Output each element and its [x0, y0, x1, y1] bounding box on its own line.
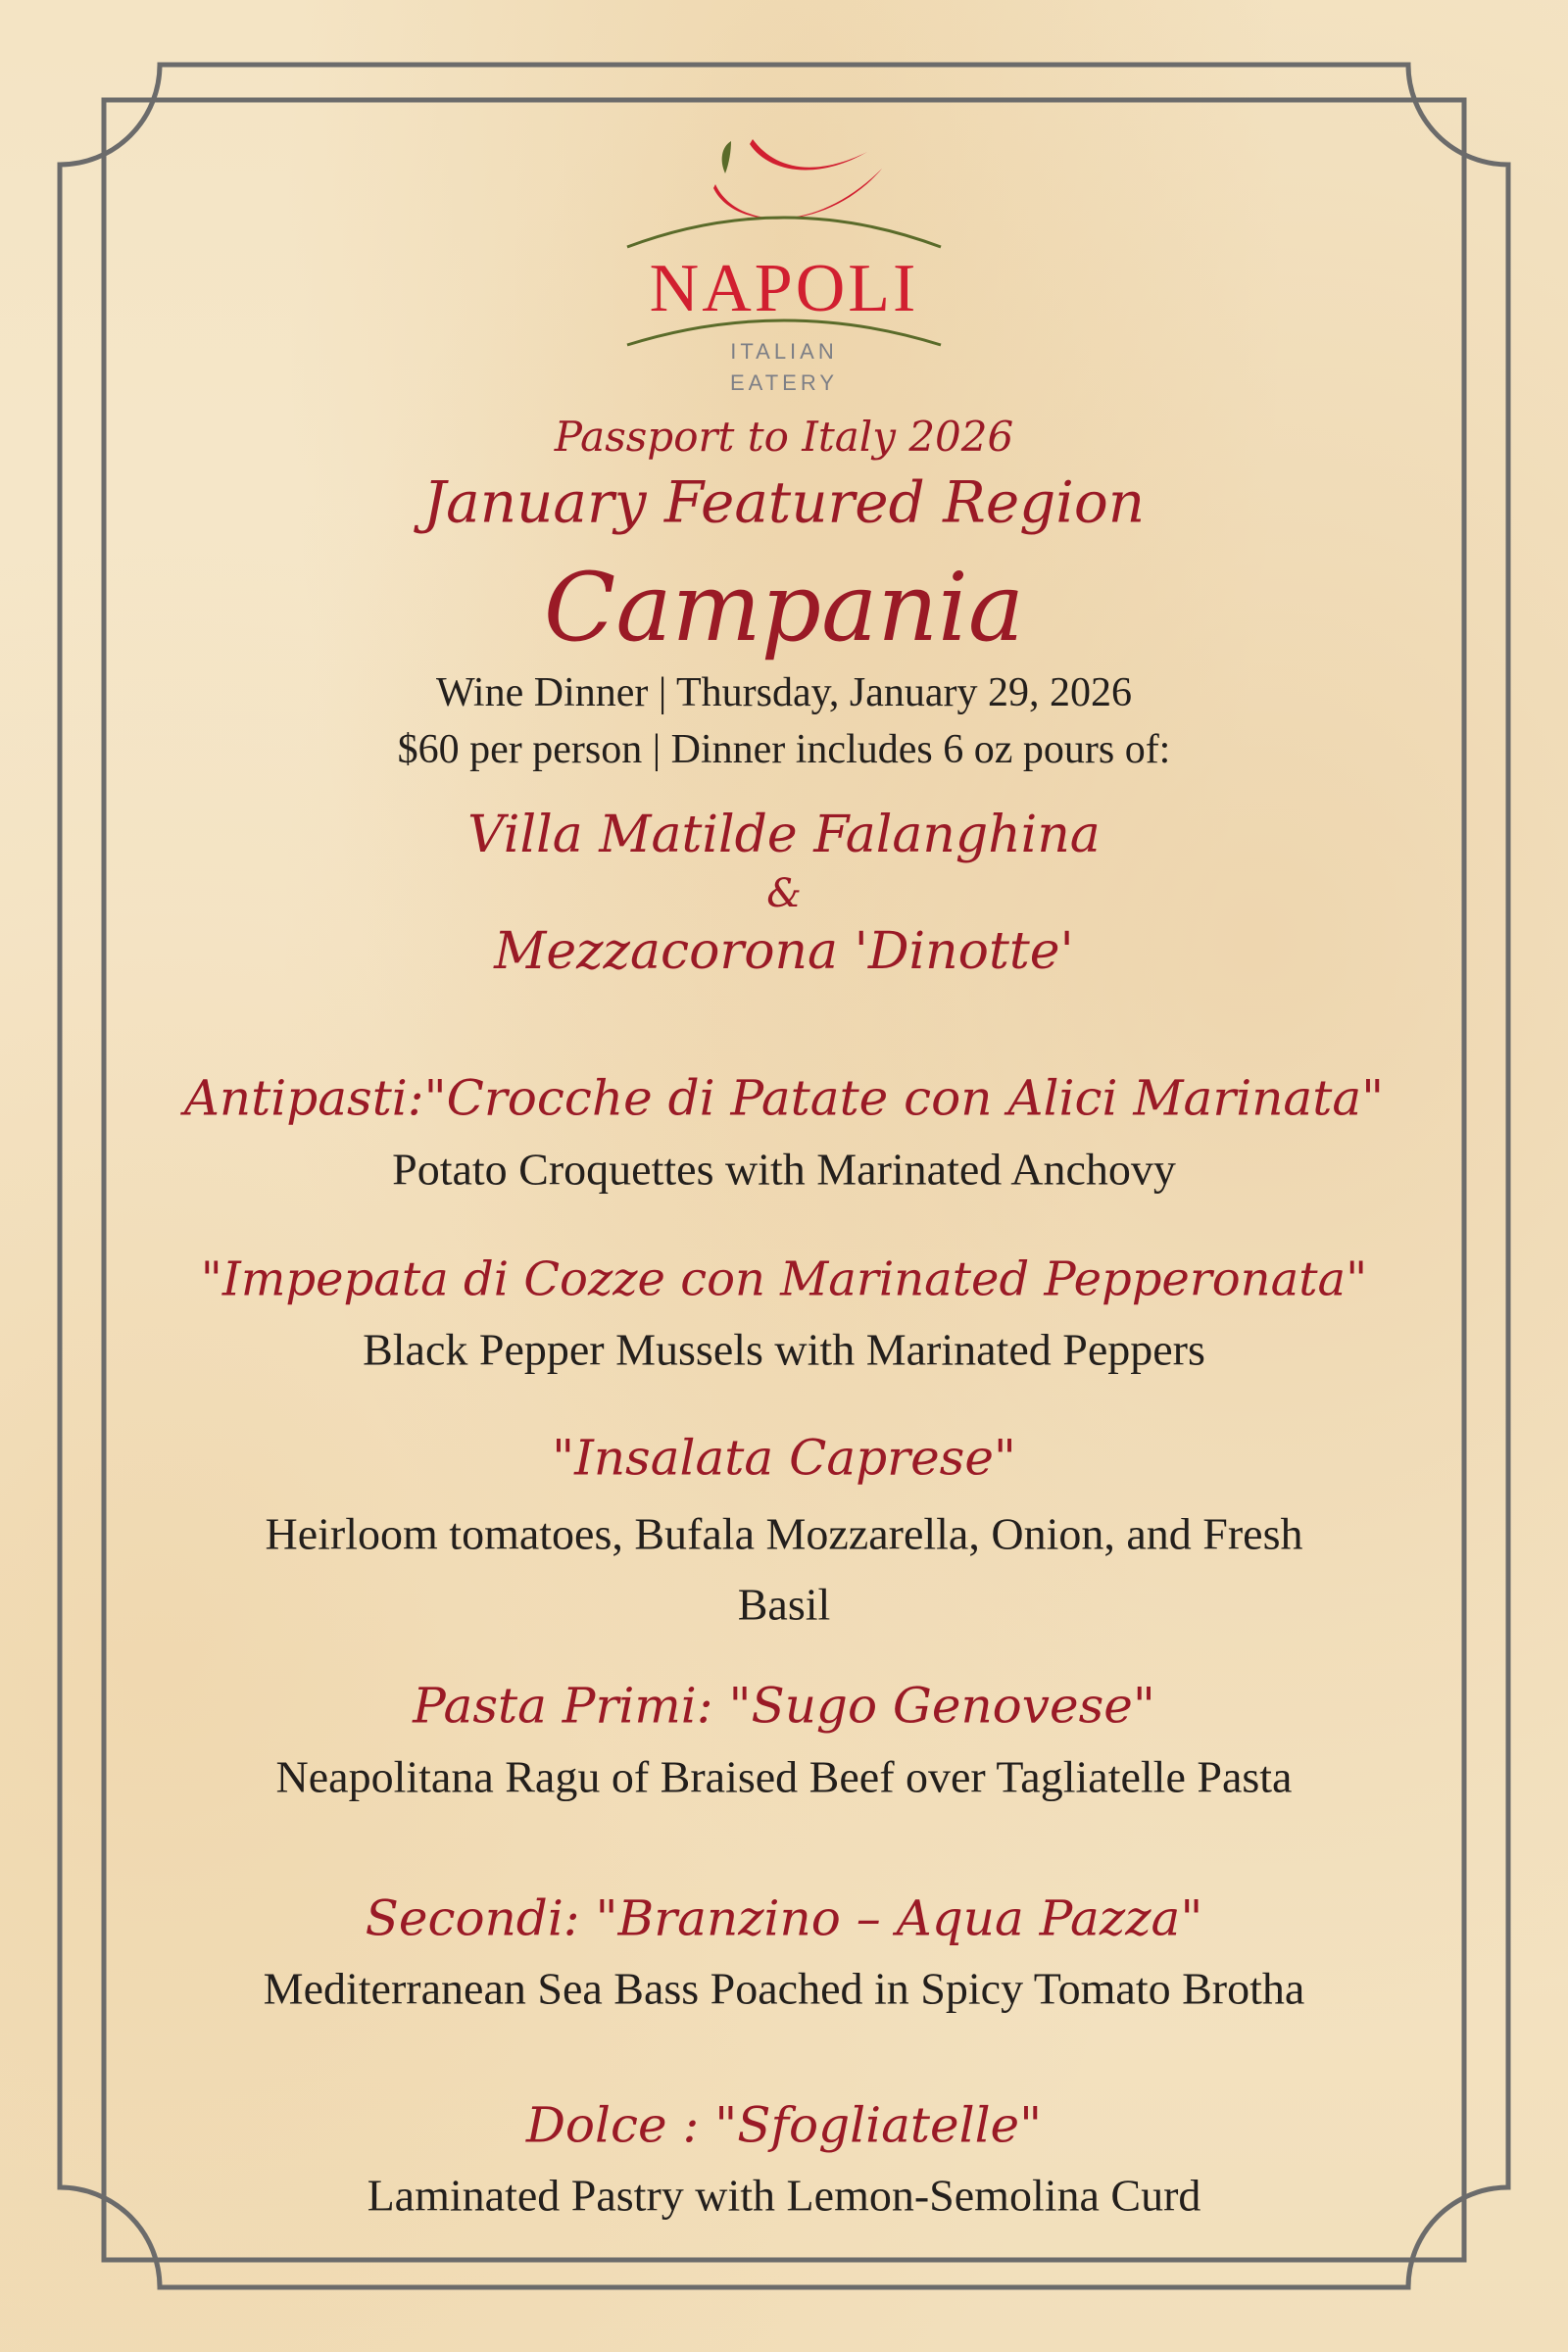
wine-second: Mezzacorona 'Dinotte'	[494, 922, 1074, 982]
course-title: "Insalata Caprese"	[552, 1429, 1016, 1487]
course-description-cont: Basil	[737, 1579, 831, 1630]
course-title: Antipasti:"Crocche di Patate con Alici Marinata"	[183, 1069, 1385, 1127]
course-title: Secondi: "Branzino – Aqua Pazza"	[365, 1889, 1203, 1947]
logo-wordmark: NAPOLI	[649, 251, 919, 326]
course-description: Neapolitana Ragu of Braised Beef over Tagliatelle Pasta	[275, 1751, 1293, 1802]
course-description: Potato Croquettes with Marinated Anchovy	[392, 1144, 1176, 1195]
wine-ampersand: &	[766, 871, 802, 916]
napoli-logo	[588, 110, 980, 404]
course-description: Heirloom tomatoes, Bufala Mozzarella, Onion, and Fresh	[265, 1508, 1303, 1559]
series-title: Passport to Italy 2026	[554, 412, 1014, 461]
featured-heading: January Featured Region	[422, 468, 1146, 536]
course-title: "Impepata di Cozze con Marinated Pepperonata"	[200, 1251, 1368, 1307]
price-info: $60 per person | Dinner includes 6 oz pours of:	[397, 726, 1171, 772]
course-description: Laminated Pastry with Lemon-Semolina Curd	[367, 2170, 1201, 2221]
logo-sub-italian: ITALIAN	[730, 339, 838, 364]
course-description: Black Pepper Mussels with Marinated Peppers	[363, 1324, 1205, 1375]
course-title: Dolce : "Sfogliatelle"	[525, 2096, 1043, 2154]
course-title: Pasta Primi: "Sugo Genovese"	[413, 1677, 1155, 1735]
course-description: Mediterranean Sea Bass Poached in Spicy Tomato Brotha	[263, 1963, 1305, 2014]
logo-sub-eatery: EATERY	[730, 370, 838, 395]
region-title: Campania	[543, 552, 1025, 662]
event-date: Wine Dinner | Thursday, January 29, 2026	[435, 669, 1133, 715]
wine-first: Villa Matilde Falanghina	[467, 806, 1101, 865]
